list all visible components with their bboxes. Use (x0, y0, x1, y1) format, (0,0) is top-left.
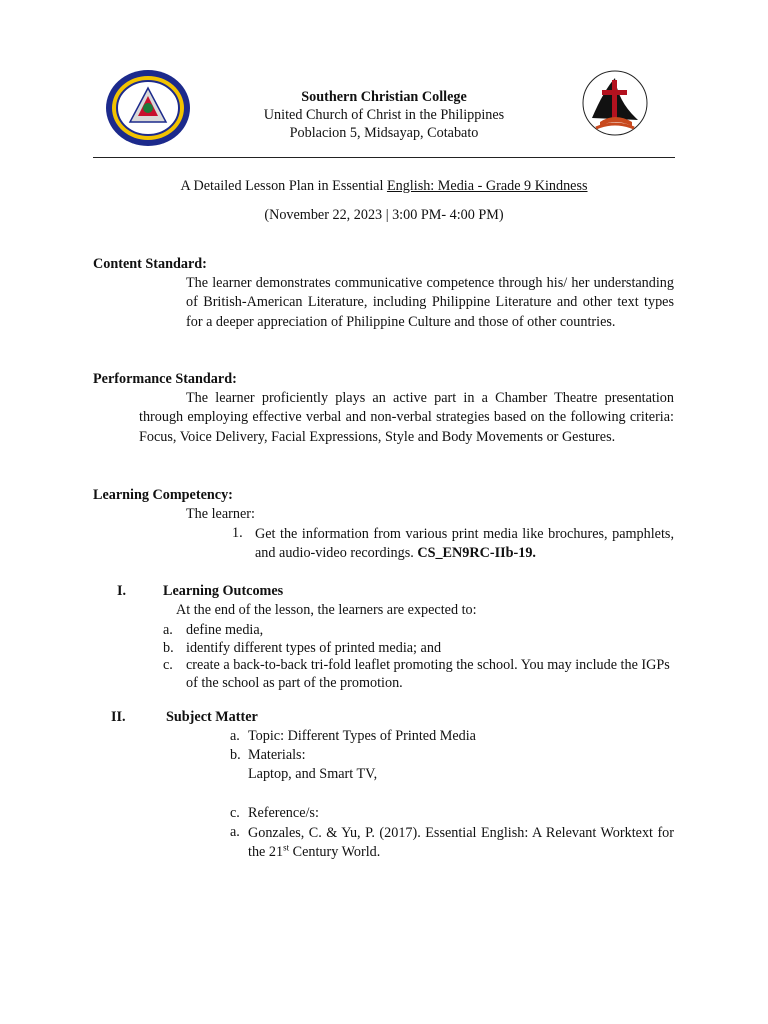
section-one-number: I. (117, 583, 127, 599)
outcome-label-a: a. (163, 622, 173, 638)
school-name: Southern Christian College (301, 89, 467, 105)
content-standard-text: The learner demonstrates communicative competence through his/ her understanding of British-American Literature, including Philippine Literature and other text types for a deeper appreciation of Philippine Culture and those of other countries. (186, 275, 674, 330)
lesson-date: (November 22, 2023 | 3:00 PM- 4:00 PM) (264, 207, 504, 223)
performance-standard-text: The learner proficiently plays an active part in a Chamber Theatre presentation through employing effective verbal and non-verbal strategies based on the following criteria: Focus, Voice Delivery, Facial Expressions, Style and Body Movements or Gestures. (139, 390, 674, 445)
materials-value: Laptop, and Smart TV, (248, 766, 378, 782)
reference-item-text: Gonzales, C. & Yu, P. (2017). Essential English: A Relevant Worktext for the 21 (248, 825, 674, 861)
outcome-label-c: c. (163, 657, 173, 673)
outcomes-intro: At the end of the lesson, the learners are expected to: (176, 602, 477, 618)
competency-item-text: Get the information from various print media like brochures, pamphlets, and audio-video recordings. (255, 526, 674, 562)
reference-item-superscript: st (283, 842, 290, 853)
church-name: United Church of Christ in the Philippines (263, 107, 505, 123)
content-standard-heading: Content Standard: (93, 256, 207, 272)
school-address: Poblacion 5, Midsayap, Cotabato (289, 125, 479, 141)
competency-item-number: 1. (232, 525, 243, 541)
outcome-text-b: identify different types of printed media; and (186, 640, 442, 656)
reference-item-label: a. (230, 824, 240, 840)
topic-text: Topic: Different Types of Printed Media (248, 728, 476, 744)
church-logo (574, 60, 656, 146)
document-header (200, 88, 568, 142)
competency-item (255, 525, 674, 564)
competency-code: CS_EN9RC-IIb-19. (417, 545, 536, 562)
materials-label: b. (230, 747, 241, 763)
title-prefix: A Detailed Lesson Plan in Essential (180, 178, 387, 194)
reference-label: c. (230, 805, 240, 821)
competency-intro: The learner: (186, 506, 255, 522)
performance-standard-heading: Performance Standard: (93, 371, 237, 387)
materials-text: Materials: (248, 747, 306, 763)
section-two-number: II. (111, 709, 126, 725)
topic-label: a. (230, 728, 240, 744)
title-subject: English: Media - Grade 9 Kindness (386, 178, 588, 194)
outcome-label-b: b. (163, 640, 174, 656)
school-seal-logo (104, 68, 192, 148)
outcome-text-c: create a back-to-back tri-fold leaflet promoting the school. You may include the IGPs of the school as part of the promotion. (186, 657, 670, 691)
reference-item (248, 824, 674, 863)
lesson-plan-title (93, 177, 675, 195)
reference-text: Reference/s: (248, 805, 319, 821)
outcome-text-a: define media, (186, 622, 264, 638)
header-divider (93, 157, 675, 158)
learning-outcomes-heading: Learning Outcomes (163, 583, 284, 599)
reference-item-tail: Century World. (289, 844, 381, 861)
subject-matter-heading: Subject Matter (166, 709, 258, 725)
learning-competency-heading: Learning Competency: (93, 487, 233, 503)
